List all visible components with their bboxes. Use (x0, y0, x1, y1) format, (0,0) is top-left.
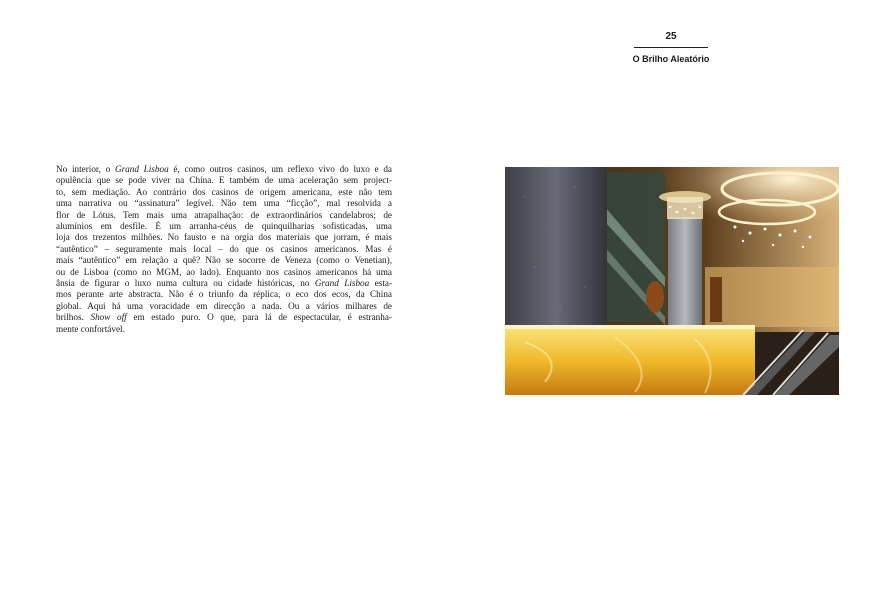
text-line (56, 312, 392, 323)
text-segment: opulência que se pode viver na China. E também de uma aceleração sem project- (56, 175, 392, 186)
text-line (56, 164, 392, 175)
text-segment: No interior, o (56, 164, 115, 174)
glowing-onyx-counter (505, 327, 755, 395)
left-pillar (505, 167, 607, 327)
text-line (56, 278, 392, 289)
text-line (56, 221, 392, 232)
text-segment: “autêntico” – seguramente mais local – do que os casinos americanos. Mas é (56, 243, 392, 254)
casino-interior-photo (505, 167, 839, 395)
text-segment: global. Aqui há uma voracidade em direcção a nada. Ou a vários milhares de (56, 300, 392, 311)
center-pillar (668, 217, 702, 332)
text-segment: ânsia de figurar o luxo numa cultura ou cidade históricas, no (56, 278, 315, 289)
text-line (56, 232, 392, 243)
text-segment: mos perante arte abstracta. Não é o triunfo da réplica, o eco dos ecos, da China (56, 289, 392, 300)
text-line (56, 324, 392, 335)
text-segment: brilhos. (56, 312, 91, 323)
header-rule (634, 47, 708, 48)
body-text (56, 164, 392, 335)
text-line (56, 244, 392, 255)
text-segment: alumínios em desfile. É um arranha-céus de quinquilharias sofisticadas, uma (56, 221, 392, 232)
text-segment: esta- (369, 278, 392, 289)
text-segment: mais “autêntico” em relação a quê? Não se socorre de Veneza (como o Venetian), (56, 255, 392, 266)
text-line (56, 187, 392, 198)
text-segment: mente confortável. (56, 323, 125, 334)
text-segment: ou de Lisboa (como no MGM, ao lado). Enquanto nos casinos americanos há uma (56, 266, 392, 277)
chapter-title: O Brilho Aleatório (632, 54, 710, 64)
text-segment: em estado puro. O que, para lá de espectacular, é estranha- (126, 312, 392, 323)
italic-text: Show off (90, 312, 127, 323)
page-number: 25 (665, 31, 677, 42)
text-line (56, 301, 392, 312)
text-segment: flor de Lótus. Tem mais uma atrapalhação: de extraordinários candelabros; de (56, 209, 392, 220)
text-segment: é, como outros casinos, um reflexo vivo do luxo e da (168, 164, 392, 174)
text-segment: to, sem mediação. Ao contrário dos casinos de origem americana, este não tem (56, 186, 392, 197)
text-segment: uma narrativa ou “assinatura” legível. Não tem uma “ficção”, mal resolvida a (56, 198, 392, 209)
italic-text: Grand Lisboa (314, 278, 370, 289)
italic-text: Grand Lisboa (114, 164, 169, 174)
text-line (56, 210, 392, 221)
text-line (56, 198, 392, 209)
text-line (56, 267, 392, 278)
text-line (56, 255, 392, 266)
text-line (56, 289, 392, 300)
text-line (56, 175, 392, 186)
text-segment: loja dos trezentos milhões. No fausto e na orgia dos materiais que jorram, é mais (56, 232, 392, 243)
